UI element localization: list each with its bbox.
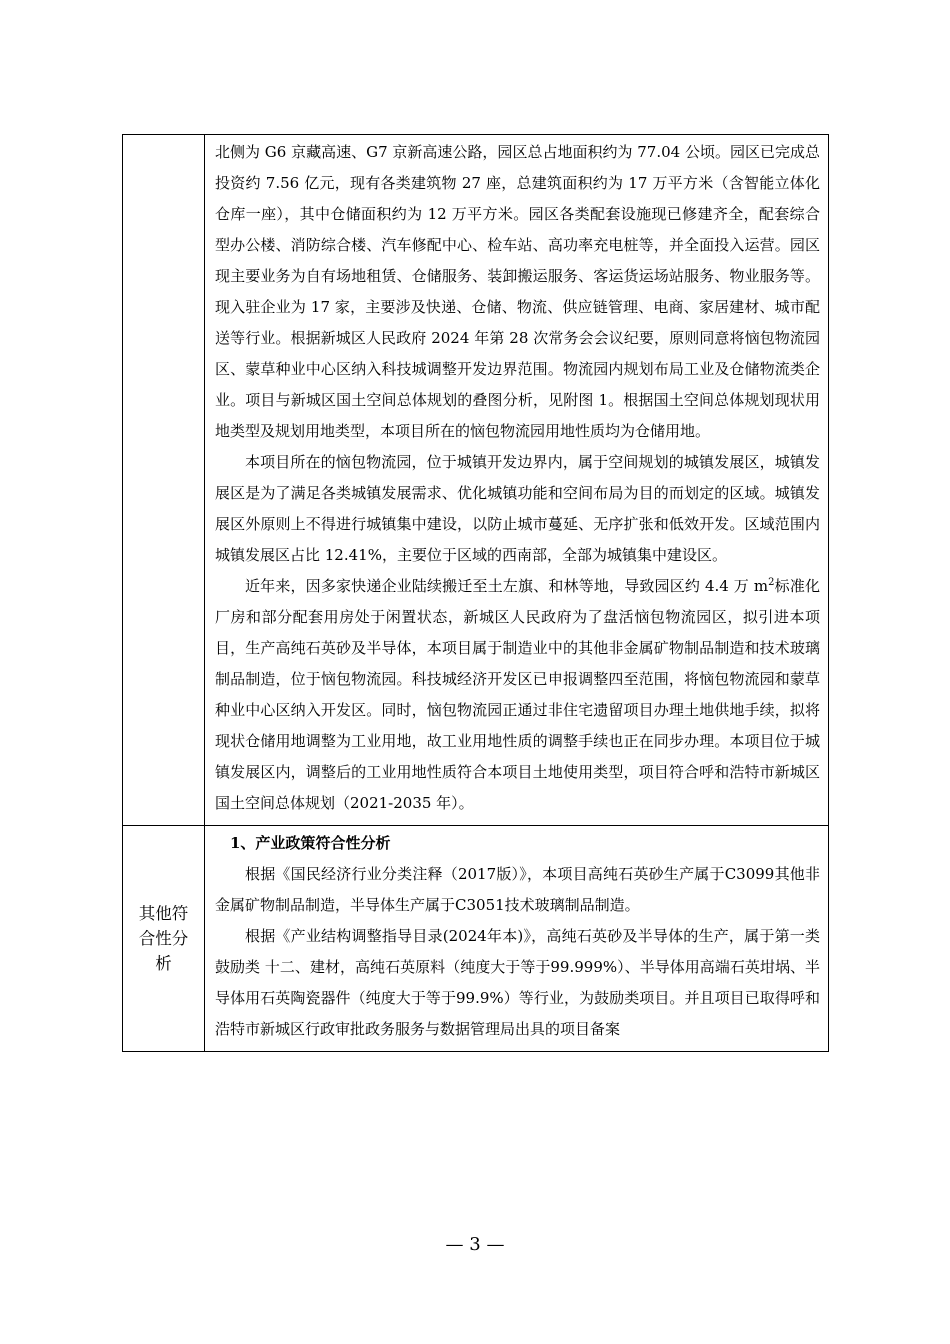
paragraph: 根据《产业结构调整指导目录(2024年本)》，高纯石英砂及半导体的生产，属于第一类 鼓励类 十二、建材，高纯石英原料（纯度大于等于99.999%）、半导体用高端石英坩埚、半导体用石英陶瓷器件（纯度大于等于99.9%）等行业，为鼓励类项目。并且项目已取得呼和浩特市新城区行政审批政务服务与数据管理局出具的项目备案 bbox=[215, 927, 820, 1038]
page-number: — 3 — bbox=[445, 1234, 505, 1255]
row-content bbox=[205, 135, 828, 825]
row-label: 其他符合性分析 bbox=[123, 826, 205, 1051]
section-heading: 1、产业政策符合性分析 bbox=[230, 834, 391, 852]
document-table bbox=[122, 134, 829, 1052]
row-label bbox=[123, 135, 205, 825]
table-row bbox=[123, 825, 828, 1051]
paragraph: 根据《国民经济行业分类注释（2017版）》，本项目高纯石英砂生产属于C3099其他非金属矿物制品制造，半导体生产属于C3051技术玻璃制品制造。 bbox=[215, 865, 820, 914]
paragraph: 北侧为 G6 京藏高速、G7 京新高速公路，园区总占地面积约为 77.04 公顷。园区已完成总投资约 7.56 亿元，现有各类建筑物 27 座，总建筑面积约为 17 万平方米（含智能立体化仓库一座），其中仓储面积约为 12 万平方米。园区各类配套设施现已修建齐全，配套综合型办公楼、消防综合楼、汽车修配中心、检车站、高功率充电桩等，并全面投入运营。园区现主要业务为自有场地租赁、仓储服务、装卸搬运服务、客运货运场站服务、物业服务等。现入驻企业为 17 家，主要涉及快递、仓储、物流、供应链管理、电商、家居建材、城市配送等行业。根据新城区人民政府 2024 年第 28 次常务会会议纪要，原则同意将恼包物流园区、蒙草种业中心区纳入科技城调整开发边界范围。物流园内规划布局工业及仓储物流类企业。项目与新城区国土空间总体规划的叠图分析，见附图 1。根据国土空间总体规划现状用地类型及规划用地类型，本项目所在的恼包物流园用地性质均为仓储用地。 bbox=[215, 143, 820, 440]
table-row bbox=[123, 135, 828, 825]
paragraph: 本项目所在的恼包物流园，位于城镇开发边界内，属于空间规划的城镇发展区，城镇发展区是为了满足各类城镇发展需求、优化城镇功能和空间布局为目的而划定的区域。城镇发展区外原则上不得进行城镇集中建设，以防止城市蔓延、无序扩张和低效开发。区域范围内城镇发展区占比 12.41%，主要位于区域的西南部，全部为城镇集中建设区。 bbox=[215, 453, 820, 564]
paragraph: 近年来，因多家快递企业陆续搬迁至土左旗、和林等地，导致园区约 4.4 万 $m^2$标准化厂房和部分配套用房处于闲置状态，新城区人民政府为了盘活恼包物流园区，拟引进本项目，生产高纯石英砂及半导体，本项目属于制造业中的其他非金属矿物制品制造和技术玻璃制品制造，位于恼包物流园。科技城经济开发区已申报调整四至范围，将恼包物流园和蒙草种业中心区纳入开发区。同时，恼包物流园正通过非住宅遗留项目办理土地供地手续，拟将现状仓储用地调整为工业用地，故工业用地性质的调整手续也正在同步办理。本项目位于城镇发展区内，调整后的工业用地性质符合本项目土地使用类型，项目符合呼和浩特市新城区国土空间总体规划（2021-2035 年）。 bbox=[215, 577, 820, 812]
row-content bbox=[205, 826, 828, 1051]
